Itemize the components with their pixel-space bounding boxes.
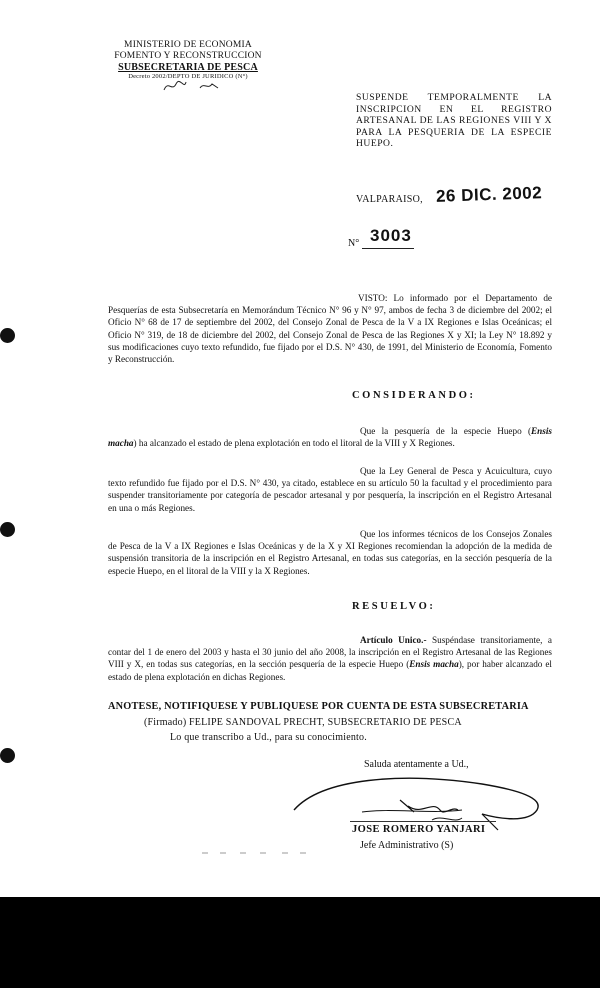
faint-marks xyxy=(200,850,320,856)
transcribo-line: Lo que transcribo a Ud., para su conocimiento. xyxy=(170,732,367,743)
decree-summary: SUSPENDE TEMPORALMENTE LA INSCRIPCION EN EL REGISTRO ARTESANAL DE LAS REGIONES VIII Y X PARA LA PESQUERIA DE LA ESPECIE HUEPO. xyxy=(356,92,552,150)
species-name-resuelvo: Ensis macha xyxy=(409,659,459,670)
punch-hole-top xyxy=(0,328,15,343)
species-name: Ensis macha xyxy=(108,426,552,449)
signer-name: JOSE ROMERO YANJARI xyxy=(352,824,486,835)
firmado-line: (Firmado) FELIPE SANDOVAL PRECHT, SUBSECRETARIO DE PESCA xyxy=(144,717,462,728)
considerando-heading: CONSIDERANDO: xyxy=(352,390,476,401)
resuelvo-heading: RESUELVO: xyxy=(352,601,436,612)
punch-hole-middle xyxy=(0,522,15,537)
signature-underline xyxy=(350,821,496,822)
date-stamp: 26 DIC. 2002 xyxy=(435,183,543,206)
visto-text: Lo informado por el Departamento de Pesquerías de esta Subsecretaría en Memorándum Técnico N° 96 y N° 97, ambos de fecha 3 de diciembre del 2002; el Oficio N° 68 de 17 de septiembre del 2002, del Consejo Zonal de Pesca de la V a IX Regiones e Islas Oceánicas; el Oficio N° 319, de 18 de diciembre del 2002, del Consejo Zonal de Pesca de las Regiones X y XI; la Ley N° 18.892 y sus modificaciones cuyo texto refundido, fue fijado por el D.S. N° 430, de 1991, del Ministerio de Economía, Fomento y Reconstrucción. xyxy=(108,293,552,365)
punch-hole-bottom xyxy=(0,748,15,763)
ministry-header xyxy=(108,40,268,81)
handwritten-signature xyxy=(282,770,552,832)
header-initials-scribble xyxy=(160,76,240,96)
header-fomento: FOMENTO Y RECONSTRUCCION xyxy=(114,51,262,61)
considerando-p2: Que la Ley General de Pesca y Acuicultura, cuyo texto refundido fue fijado por el D.S. N° 430, ya citado, establece en su artículo 50 la facultad y el procedimiento para suspender transitoriamente por categoría de pescador artesanal y por pesquería, la inscripción en el Registro Artesanal en una o más Regiones. xyxy=(108,466,552,513)
visto-label: VISTO: xyxy=(358,293,388,303)
considerando-p3: Que los informes técnicos de los Consejos Zonales de Pesca de la V a IX Regiones e Islas Oceánicas y de la X y XI Regiones recomiendan la adopción de la medida de suspensión transitoria de la inscripción en el Registro Artesanal, en todas sus categorías, en la sección pesquería de la especie Huepo, en el litoral de la VIII y la X Regiones. xyxy=(108,529,552,576)
signer-title: Jefe Administrativo (S) xyxy=(360,840,454,851)
decree-number: 3003 xyxy=(370,226,412,245)
resuelvo-article: Artículo Unico.- Suspéndase transitoriamente, a contar del 1 de enero del 2003 y hasta el 30 junio del año 2008, la inscripción en el Registro Artesanal de las Regiones VIII y X, en todas sus categorías, en la sección pesquería de la especie Huepo (Ensis macha), por haber alcanzado el estado de plena explotación en dichas Regiones. xyxy=(108,635,552,682)
saluda-line: Saluda atentamente a Ud., xyxy=(364,759,469,770)
article-label: Artículo Unico.- xyxy=(360,635,427,645)
place-label: VALPARAISO, xyxy=(356,194,423,205)
header-subsecretaria: SUBSECRETARIA DE PESCA xyxy=(118,62,258,73)
header-ministry: MINISTERIO DE ECONOMIA xyxy=(124,40,252,50)
decree-number-line xyxy=(362,248,414,249)
anotese-line: ANOTESE, NOTIFIQUESE Y PUBLIQUESE POR CUENTA DE ESTA SUBSECRETARIA xyxy=(108,701,529,712)
decree-number-prefix: N° xyxy=(348,238,360,249)
header-reference: Decreto 2002/DEPTO DE JURIDICO (N°) xyxy=(128,73,248,80)
considerando-p1: Que la pesquería de la especie Huepo (Ensis macha) ha alcanzado el estado de plena explotación en todo el litoral de la VIII y X Regiones. xyxy=(108,426,552,449)
visto-paragraph xyxy=(108,292,552,365)
